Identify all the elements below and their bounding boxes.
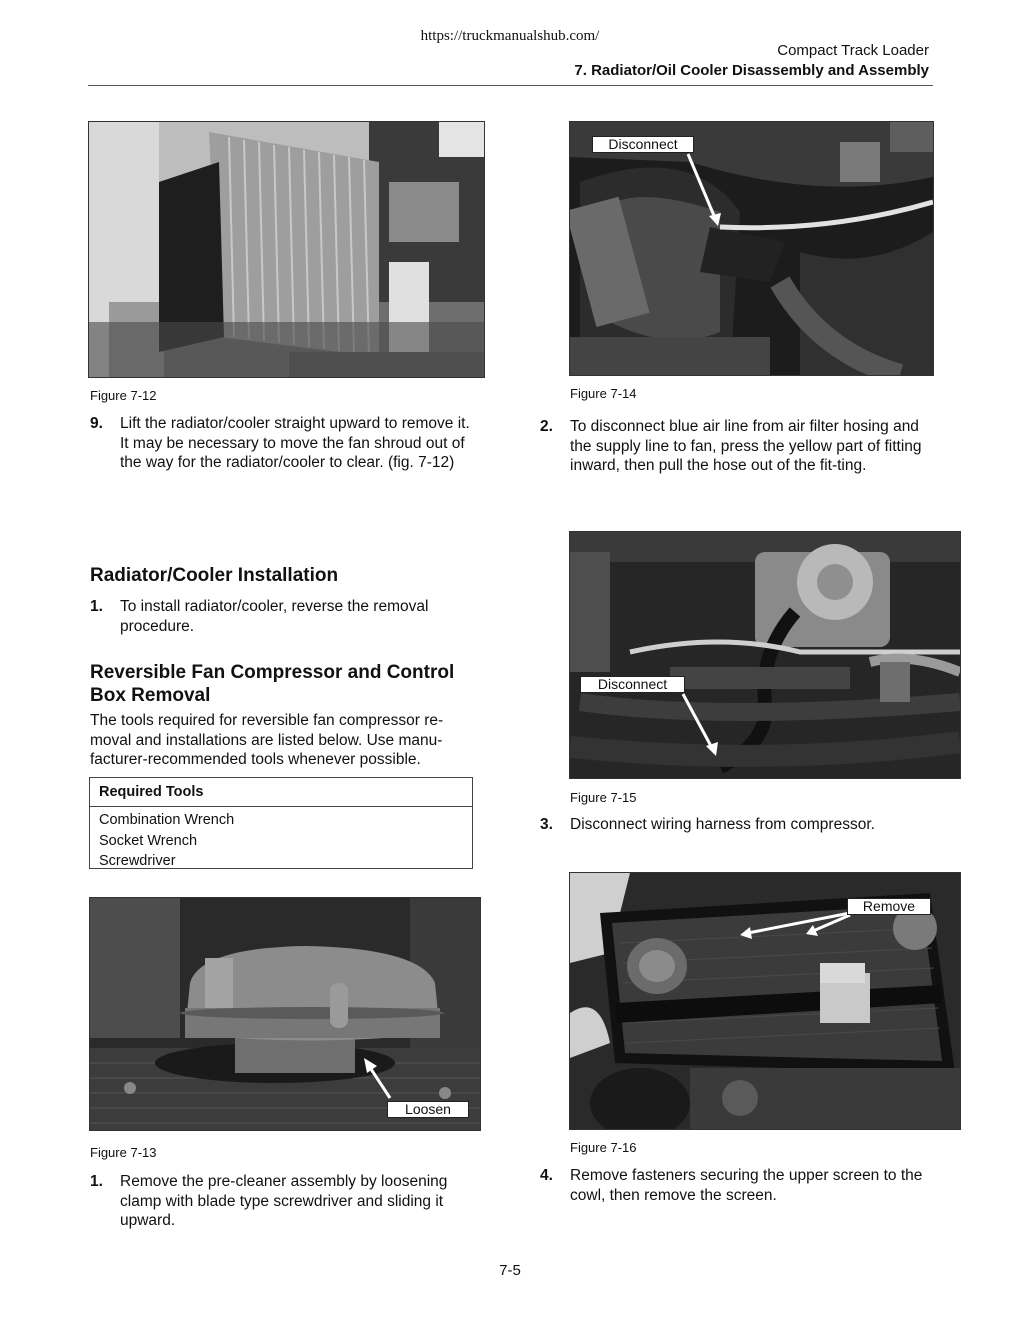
chapter-title: 7. Radiator/Oil Cooler Disassembly and Assembly (574, 62, 929, 79)
step-3-number: 3. (540, 816, 553, 833)
required-tools-header: Required Tools (90, 778, 472, 807)
step-1-precleaner (90, 1172, 482, 1232)
step-1-number: 1. (90, 1173, 103, 1190)
installation-heading: Radiator/Cooler Installation (90, 565, 339, 586)
removal-intro: The tools required for reversible fan compressor re-moval and installations are listed below. Use manu-facturer-recommended tools whenever possible. (90, 712, 444, 768)
step-4-text: Remove fasteners securing the upper screen to the cowl, then remove the screen. (570, 1167, 923, 1204)
tool-item: Screwdriver (99, 853, 176, 869)
step-4-number: 4. (540, 1167, 553, 1184)
callout-loosen: Loosen (387, 1101, 469, 1118)
tool-item: Combination Wrench (99, 812, 235, 828)
figure-7-14-caption: Figure 7-14 (570, 386, 637, 401)
page-number: 7-5 (499, 1262, 521, 1279)
step-1-text: Remove the pre-cleaner assembly by loosening clamp with blade type screwdriver and sliding it upward. (120, 1173, 448, 1229)
step-2 (540, 417, 935, 497)
figure-7-15-photo (569, 531, 961, 779)
source-url[interactable]: https://truckmanualshub.com/ (420, 28, 600, 44)
step-2-text: To disconnect blue air line from air filter hosing and the supply line to fan, press the yellow part of fitting inward, then pull the hose out of the fit-ting. (570, 418, 922, 474)
figure-7-16-caption: Figure 7-16 (570, 1140, 637, 1155)
install-step-1-text: To install radiator/cooler, reverse the removal procedure. (120, 598, 429, 635)
tool-item: Socket Wrench (99, 832, 198, 849)
figure-7-15-caption: Figure 7-15 (570, 790, 637, 805)
step-9-number: 9. (90, 415, 103, 432)
step-2-number: 2. (540, 418, 553, 435)
figure-7-12-photo (88, 121, 485, 378)
disconnect-arrow (570, 532, 960, 778)
step-9-text: Lift the radiator/cooler straight upward to remove it. It may be necessary to move the fan shroud out of the way for the radiator/cooler to clear. (fig. 7-12) (120, 415, 470, 471)
callout-disconnect: Disconnect (580, 676, 685, 693)
required-tools-table (89, 777, 473, 869)
document-title: Compact Track Loader (777, 42, 929, 59)
step-9 (90, 414, 482, 494)
step-3 (540, 815, 935, 839)
callout-remove: Remove (847, 898, 931, 915)
step-3-text: Disconnect wiring harness from compressor. (570, 816, 875, 833)
header-divider (88, 85, 933, 86)
disconnect-arrow (570, 122, 933, 375)
install-step-1-number: 1. (90, 598, 103, 615)
figure-7-13-photo (89, 897, 481, 1131)
removal-heading: Reversible Fan Compressor and Control Box Removal (90, 662, 455, 706)
figure-7-13-caption: Figure 7-13 (90, 1145, 157, 1160)
figure-7-16-photo (569, 872, 961, 1130)
figure-7-14-photo (569, 121, 934, 376)
callout-disconnect: Disconnect (592, 136, 694, 153)
install-step-1 (90, 597, 482, 637)
figure-7-12-caption: Figure 7-12 (90, 388, 157, 403)
step-4 (540, 1166, 935, 1206)
loosen-arrow (90, 898, 480, 1130)
